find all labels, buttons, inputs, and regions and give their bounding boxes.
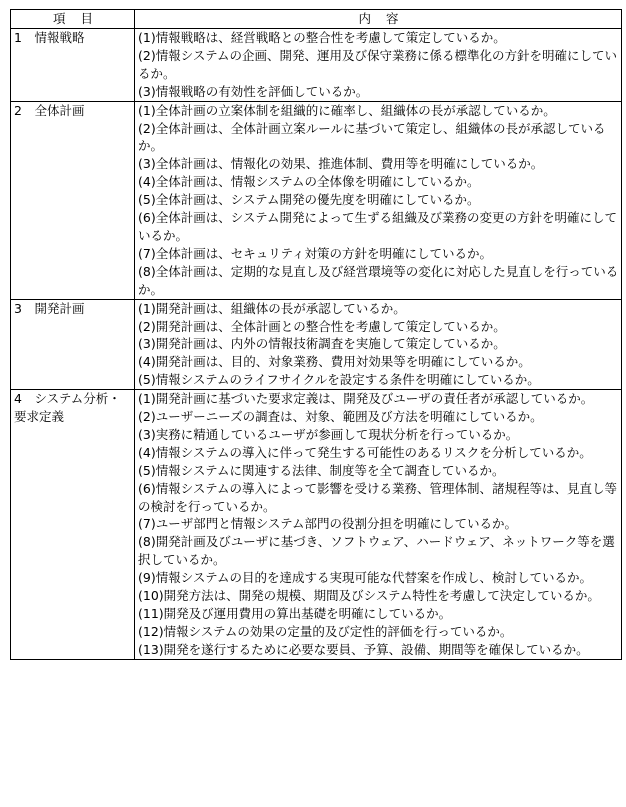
checklist-item: (3)開発計画は、内外の情報技術調査を実施して策定しているか。: [138, 336, 506, 352]
section-content: [135, 299, 622, 390]
checklist-item: (1)情報戦略は、経営戦略との整合性を考慮して策定しているか。: [138, 30, 506, 45]
checklist-item: (1)開発計画は、組織体の長が承認しているか。: [138, 300, 406, 316]
checklist-item: (3)実務に精通しているユーザが参画して現状分析を行っているか。: [138, 426, 519, 442]
checklist-item: (10)開発方法は、開発の規模、期間及びシステム特性を考慮して決定しているか。: [138, 588, 600, 604]
checklist-item: (2)全体計画は、全体計画立案ルールに基づいて策定し、組織体の長が承認しているか。: [138, 120, 606, 154]
section-content: [135, 101, 622, 299]
checklist-item: (4)開発計画は、目的、対象業務、費用対効果等を明確にしているか。: [138, 354, 531, 370]
checklist-item: (1)開発計画に基づいた要求定義は、開発及びユーザの責任者が承認しているか。: [138, 391, 594, 407]
checklist-body: [11, 29, 622, 660]
header-content: [135, 10, 622, 29]
checklist-item: (9)情報システムの目的を達成する実現可能な代替案を作成し、検討しているか。: [138, 570, 592, 586]
section-row: [11, 29, 622, 102]
checklist-item: (3)全体計画は、情報化の効果、推進体制、費用等を明確にしているか。: [138, 156, 544, 172]
checklist-item: (2)ユーザーニーズの調査は、対象、範囲及び方法を明確にしているか。: [138, 409, 543, 425]
checklist-item: (4)全体計画は、情報システムの全体像を明確にしているか。: [138, 174, 480, 190]
audit-checklist: [10, 9, 621, 660]
checklist-item: (3)情報戦略の有効性を評価しているか。: [138, 83, 369, 99]
section-row: [11, 299, 622, 390]
checklist-item: (7)全体計画は、セキュリティ対策の方針を明確にしているか。: [138, 245, 492, 261]
header-row: [11, 10, 622, 29]
checklist-item: (5)情報システムのライフサイクルを設定する条件を明確にしているか。: [138, 372, 540, 388]
checklist-item: (5)全体計画は、システム開発の優先度を明確にしているか。: [138, 192, 480, 208]
checklist-item: (5)情報システムに関連する法律、制度等を全て調査しているか。: [138, 462, 505, 478]
checklist-item: (12)情報システムの効果の定量的及び定性的評価を行っているか。: [138, 623, 513, 639]
checklist-table: [10, 9, 622, 660]
section-row: [11, 390, 622, 660]
checklist-item: (6)全体計画は、システム開発によって生ずる組織及び業務の変更の方針を明確にしているか。: [138, 210, 617, 243]
checklist-item: (4)情報システムの導入に伴って発生する可能性のあるリスクを分析しているか。: [138, 444, 592, 460]
section-title: 4 システム分析・要求定義: [11, 390, 135, 660]
checklist-item: (7)ユーザ部門と情報システム部門の役割分担を明確にしているか。: [138, 516, 517, 532]
header-item: [11, 10, 135, 29]
section-title: 2 全体計画: [11, 101, 135, 299]
checklist-item: (13)開発を遂行するために必要な要員、予算、設備、期間等を確保しているか。: [138, 641, 589, 657]
checklist-item: (8)全体計画は、定期的な見直し及び経営環境等の変化に対応した見直しを行っているか。: [138, 263, 619, 297]
section-title: 1 情報戦略: [11, 29, 135, 102]
section-content: [135, 390, 622, 660]
header-item-label: 項目: [52, 11, 108, 26]
checklist-item: (1)全体計画の立案体制を組織的に確率し、組織体の長が承認しているか。: [138, 102, 556, 118]
checklist-item: (8)開発計画及びユーザに基づき、ソフトウェア、ハードウェア、ネットワーク等を選択しているか。: [138, 534, 615, 568]
checklist-item: (2)開発計画は、全体計画との整合性を考慮して策定しているか。: [138, 318, 506, 334]
section-row: [11, 101, 622, 299]
checklist-item: (11)開発及び運用費用の算出基礎を明確にしているか。: [138, 606, 452, 621]
section-content: [135, 29, 622, 102]
section-title: 3 開発計画: [11, 299, 135, 390]
checklist-item: (2)情報システムの企画、開発、運用及び保守業務に係る標準化の方針を明確にしているか。: [138, 47, 617, 81]
checklist-item: (6)情報システムの導入によって影響を受ける業務、管理体制、諸規程等は、見直し等の検討を行っているか。: [138, 480, 617, 514]
header-content-label: 内容: [358, 11, 414, 26]
